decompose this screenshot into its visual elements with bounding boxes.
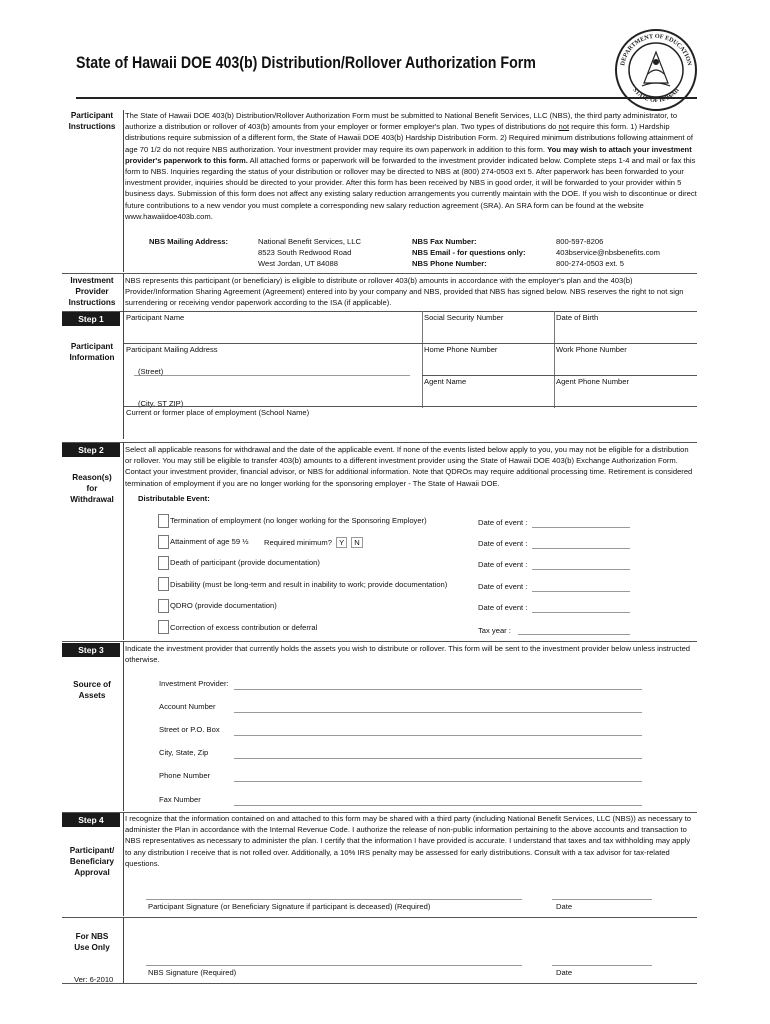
work-phone-field[interactable]: Work Phone Number: [556, 345, 627, 354]
nbs-date-label: Date: [556, 968, 573, 977]
source-of-assets-label: Source of Assets: [73, 680, 111, 701]
form-version: Ver: 6-2010: [74, 975, 114, 984]
qdro-checkbox[interactable]: [158, 599, 169, 613]
participant-signature-input[interactable]: [146, 899, 522, 900]
step2-section: [62, 442, 697, 640]
instructions-text: The State of Hawaii DOE 403(b) Distribution/Rollover Authorization Form must be submitted to National Benefit Services, LLC (NBS), the third party administrator, to authorize a distribution or rollover of 403(b) amounts from your employer or former employer's plan. Two types of distributions do not require this form. 1) Hardship distributions require submission of a different form, the State of Hawaii DOE 403(b) Hardship Distribution Form. 2) Required minimum distributions following attainment of age 70 1/2 do not require NBS authorization. Your investment provider may require its own paperwork in addition to this form. You may wish to attach your investment provider's paperwork to this form. All attached forms or paperwork will be forwarded to the investment provider indicated below. Complete steps 1-4 and mail or fax this form to NBS. Inquiries regarding the status of your distribution or rollover may be directed to NBS at (800) 274-0503 ext 5. After paperwork has been forwarded to your investment provider, inquiries should be directed to your provider. After this form has been received by NBS in good order, it will be forwarded to your provider within 5 business days. Submission of this form does not affect any existing salary reduction arrangements you currently maintain with the DOE. If you wish to discontinue or direct future contributions to a new vendor you must complete a corresponding new salary reduction agreement (SRA). An SRA form can be found at the website www.hawaiidoe403b.com.: [125, 111, 697, 221]
city-state-zip-input[interactable]: [234, 758, 642, 759]
termination-date-label: Date of event :: [478, 518, 528, 527]
home-phone-field[interactable]: Home Phone Number: [424, 345, 498, 354]
form-title: State of Hawaii DOE 403(b) Distribution/Rollover Authorization Form: [76, 54, 536, 72]
age-59-date-input[interactable]: [532, 548, 630, 549]
step2-badge: Step 2: [62, 443, 120, 457]
disability-date-label: Date of event :: [478, 582, 528, 591]
step4-section: [62, 812, 697, 916]
age-59-date-label: Date of event :: [478, 539, 528, 548]
nbs-phone-label: NBS Phone Number:: [412, 259, 487, 268]
participant-date-label: Date: [556, 902, 573, 911]
agent-phone-field[interactable]: Agent Phone Number: [556, 377, 630, 386]
nbs-phone: 800-274-0503 ext. 5: [556, 259, 624, 268]
nbs-use-only-section: [62, 917, 697, 983]
agent-name-field[interactable]: Agent Name: [424, 377, 467, 386]
disability-date-input[interactable]: [532, 591, 630, 592]
account-number-label: Account Number: [159, 702, 216, 711]
correction-label: Correction of excess contribution or deferral: [170, 623, 318, 632]
nbs-email-label: NBS Email - for questions only:: [412, 248, 526, 257]
step3-instructions: Indicate the investment provider that currently holds the assets you wish to distribute or rollover. This form will be sent to the investment provider below unless instructed otherwise.: [125, 644, 691, 665]
dob-field[interactable]: Date of Birth: [556, 313, 599, 322]
qdro-date-label: Date of event :: [478, 603, 528, 612]
tax-year-label: Tax year :: [478, 626, 511, 635]
tax-year-input[interactable]: [518, 634, 630, 635]
death-label: Death of participant (provide documentation): [170, 558, 320, 567]
nbs-fax-label: NBS Fax Number:: [412, 237, 477, 246]
investment-provider-input[interactable]: [234, 689, 642, 690]
required-minimum-no[interactable]: N: [351, 537, 362, 548]
correction-checkbox[interactable]: [158, 620, 169, 634]
death-date-input[interactable]: [532, 569, 630, 570]
city-hint: (City, ST ZIP): [138, 399, 184, 408]
ssn-field[interactable]: Social Security Number: [424, 313, 504, 322]
step3-section: [62, 641, 697, 811]
phone-number-label: Phone Number: [159, 771, 211, 780]
nbs-address-line2: 8523 South Redwood Road: [258, 248, 352, 257]
nbs-signature-input[interactable]: [146, 965, 522, 966]
termination-checkbox[interactable]: [158, 514, 169, 528]
participant-signature-label: Participant Signature (or Beneficiary Signature if participant is deceased) (Required): [148, 902, 431, 911]
step3-badge: Step 3: [62, 643, 120, 657]
reasons-for-withdrawal-label: Reason(s) for Withdrawal: [70, 473, 114, 505]
investment-provider-label-field: Investment Provider:: [159, 679, 229, 688]
nbs-email: 403bservice@nbsbenefits.com: [556, 248, 660, 257]
nbs-signature-label: NBS Signature (Required): [148, 968, 237, 977]
nbs-fax: 800-597-8206: [556, 237, 604, 246]
street-po-box-input[interactable]: [234, 735, 642, 736]
street-po-box-label: Street or P.O. Box: [159, 725, 220, 734]
step1-badge: Step 1: [62, 312, 120, 326]
account-number-input[interactable]: [234, 712, 642, 713]
age-59-label: Attainment of age 59 ½: [170, 537, 249, 546]
investment-provider-label: Investment Provider Instructions: [68, 276, 116, 308]
death-date-label: Date of event :: [478, 560, 528, 569]
city-state-zip-label: City, State, Zip: [159, 748, 209, 757]
required-minimum-yes[interactable]: Y: [336, 537, 347, 548]
svg-text:STATE OF HAWAII: STATE OF HAWAII: [631, 86, 681, 105]
death-checkbox[interactable]: [158, 556, 169, 570]
qdro-label: QDRO (provide documentation): [170, 601, 277, 610]
step1-section: [62, 311, 697, 439]
department-of-education-seal: [614, 28, 698, 112]
street-hint: (Street): [138, 367, 164, 376]
termination-date-input[interactable]: [532, 527, 630, 528]
nbs-address-line1: National Benefit Services, LLC: [258, 237, 361, 246]
employment-field[interactable]: Current or former place of employment (School Name): [126, 408, 310, 417]
step4-text: I recognize that the information contained on and attached to this form may be shared with a third party (including National Benefit Services, LLC (NBS)) as necessary to administer the Plan in accordance with the Internal Revenue Code. I authorize the release of non-public information pertaining to the above accounts and transaction to NBS representatives as necessary to administer the plan. I certify that the information I have provided is accurate. I understand that taxes and tax withholding may apply to any distribution I receive that is not rolled over. Additionally, a 10% IRS penalty may be assessed for early distributions. Consult with a tax advisor for tax-related questions.: [125, 814, 692, 868]
nbs-address-line3: West Jordan, UT 84088: [258, 259, 338, 268]
termination-label: Termination of employment (no longer working for the Sponsoring Employer): [170, 516, 427, 525]
step4-badge: Step 4: [62, 813, 120, 827]
investment-provider-section: [62, 274, 697, 312]
step2-instructions: Select all applicable reasons for withdrawal and the date of the applicable event. If none of the events listed below apply to you, you may not be eligible for a distribution or rollover. You may still be eligible to transfer 403(b) amounts to a different investment provider using the State of Hawaii DOE 403(b) Exchange Authorization Form. Contact your investment provider, financial advisor, or NBS for additional information. Note that QDROs may require additional processing time. Retirement is considered termination of employment if you are no longer working for the sponsoring employer - The State of Hawaii DOE.: [125, 445, 693, 488]
nbs-mailing-label: NBS Mailing Address:: [149, 237, 229, 246]
phone-number-input[interactable]: [234, 781, 642, 782]
distributable-event-label: Distributable Event:: [138, 494, 210, 503]
required-minimum-label: Required minimum? Y N: [264, 537, 363, 548]
disability-label: Disability (must be long-term and result in inability to work; provide documentation): [170, 580, 448, 589]
participant-instructions-label: Participant Instructions: [68, 111, 116, 132]
mailing-address-field[interactable]: Participant Mailing Address: [126, 345, 218, 354]
disability-checkbox[interactable]: [158, 577, 169, 591]
investment-provider-text: NBS represents this participant (or beneficiary) is eligible to distribute or rollover 403(b) amounts in accordance with the employer's plan and the 403(b) Provider/Information Sharing Agreement (Agreement) entered into by your company and NBS, provided that NBS has signed below. NBS reserves the right to not sign surrendering or receiving vendor paperwork according to the ISA (if applicable).: [125, 276, 684, 308]
qdro-date-input[interactable]: [532, 612, 630, 613]
nbs-date-input[interactable]: [552, 965, 652, 966]
age-59-checkbox[interactable]: [158, 535, 169, 549]
fax-number-label: Fax Number: [159, 795, 201, 804]
svg-text:DEPARTMENT OF EDUCATION: DEPARTMENT OF EDUCATION: [619, 32, 693, 67]
participant-approval-label: Participant/ Beneficiary Approval: [69, 846, 115, 878]
participant-information-label: Participant Information: [69, 342, 115, 363]
nbs-use-only-label: For NBS Use Only: [74, 932, 110, 953]
fax-number-input[interactable]: [234, 805, 642, 806]
participant-instructions-section: [62, 110, 697, 272]
participant-date-input[interactable]: [552, 899, 652, 900]
title-rule: [76, 97, 697, 99]
participant-name-field[interactable]: Participant Name: [126, 313, 185, 322]
